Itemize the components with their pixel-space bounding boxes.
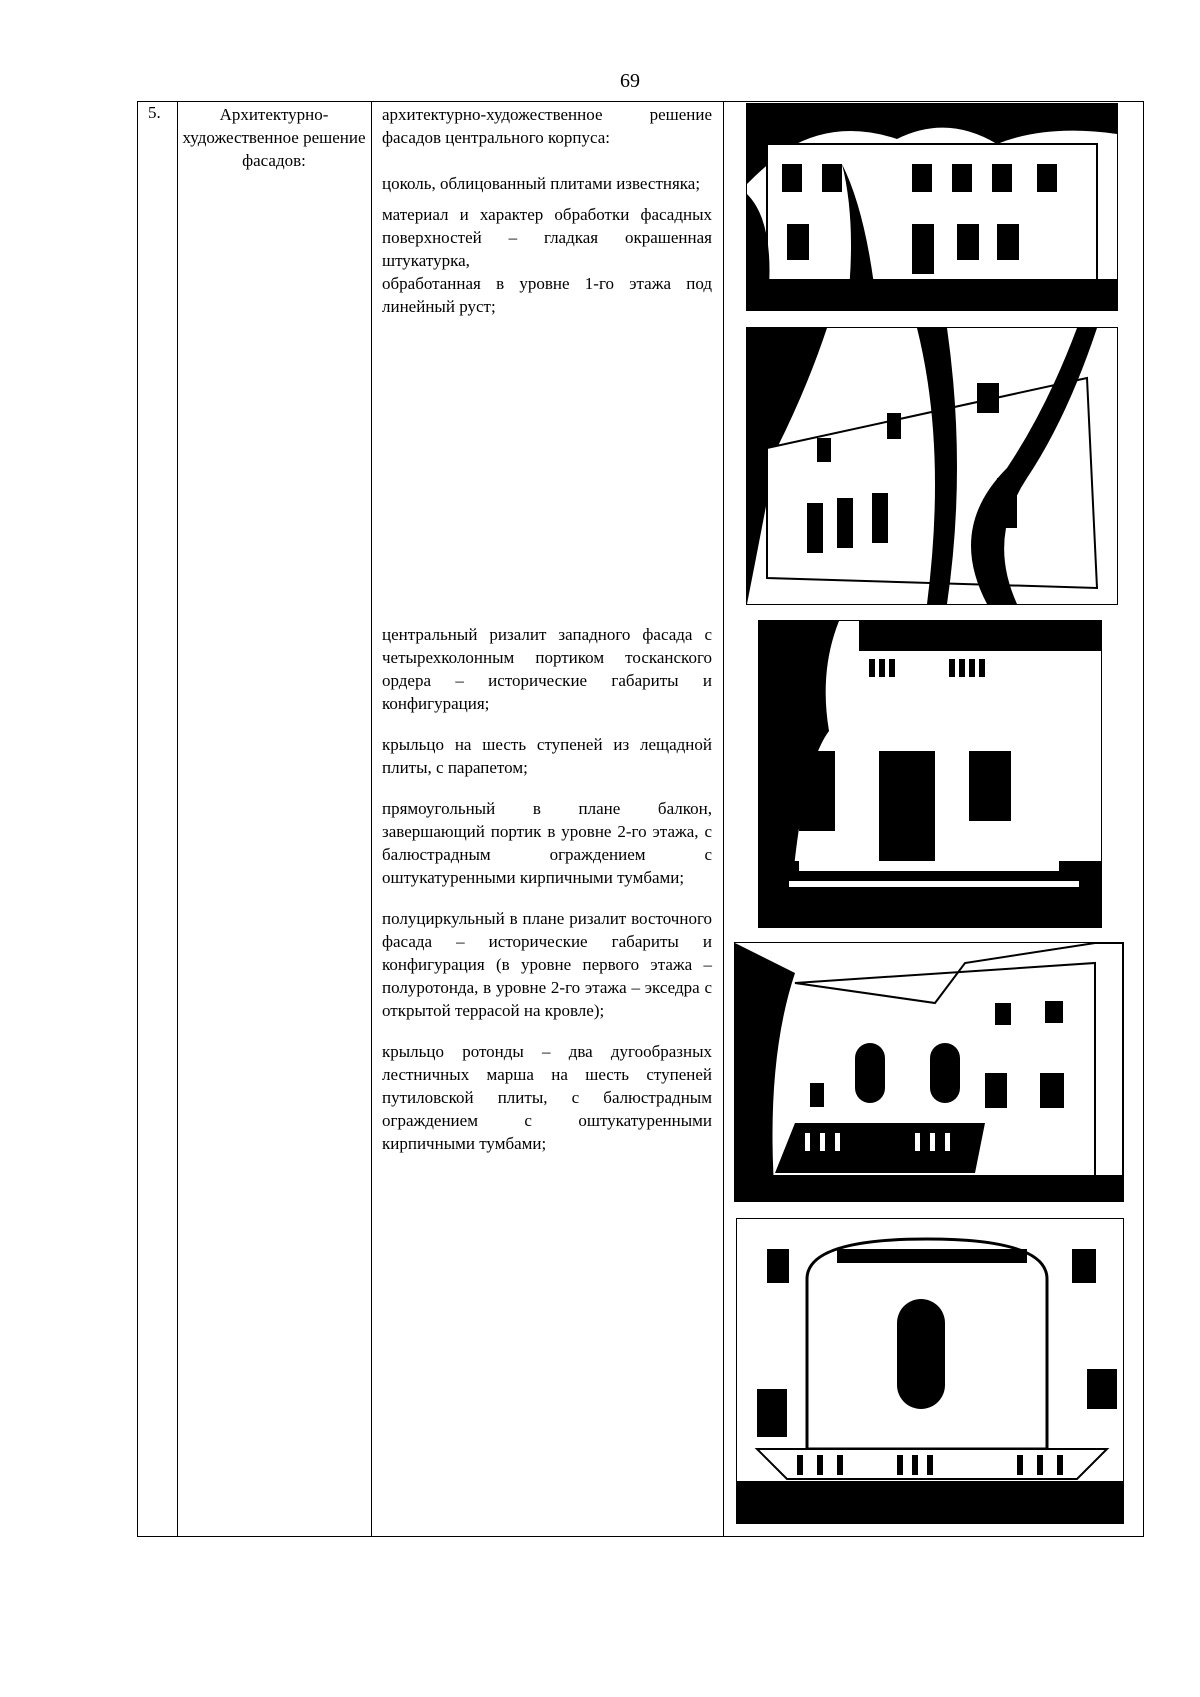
description-item: цоколь, облицованный плитами известняка;: [382, 174, 701, 193]
description-block-2: [382, 623, 712, 1155]
description-item: центральный ризалит западного фасада с четырехколонным портиком тосканского ордера – исторические габариты и конфигурация;: [382, 625, 712, 713]
facade-photo-4: [734, 942, 1124, 1202]
facade-photo-3: [758, 620, 1102, 928]
column-divider-3: [723, 101, 724, 1537]
description-item: архитектурно-художественное решение фасадов центрального корпуса:: [382, 105, 712, 147]
description-item: крыльцо ротонды – два дугообразных лестничных марша на шесть ступеней путиловской плиты, с балюстрадным ограждением с оштукатуренными кирпичными тумбами;: [382, 1042, 712, 1153]
facade-photo-5: [736, 1218, 1124, 1524]
description-item: обработанная в уровне 1-го этажа под линейный руст;: [382, 274, 712, 316]
page-number: 69: [620, 70, 640, 92]
column-divider-2: [371, 101, 372, 1537]
facade-photo-2: [746, 327, 1118, 605]
facade-photo-1: [746, 103, 1118, 311]
description-item: материал и характер обработки фасадных поверхностей – гладкая окрашенная штукатурка,: [382, 205, 712, 270]
description-block-1: [382, 103, 712, 318]
description-item: прямоугольный в плане балкон, завершающий портик в уровне 2-го этажа, с балюстрадным ограждением с оштукатуренными кирпичными тумбами;: [382, 799, 712, 887]
description-item: полуциркульный в плане ризалит восточного фасада – исторические габариты и конфигурация (в уровне первого этажа – полуротонда, в уровне 2-го этажа – экседра с открытой террасой на кровле);: [382, 909, 712, 1020]
column-divider-1: [177, 101, 178, 1537]
row-number: 5.: [148, 103, 161, 122]
description-item: крыльцо на шесть ступеней из лещадной плиты, с парапетом;: [382, 735, 712, 777]
row-name: Архитектурно-художественное решение фасадов:: [182, 105, 366, 170]
